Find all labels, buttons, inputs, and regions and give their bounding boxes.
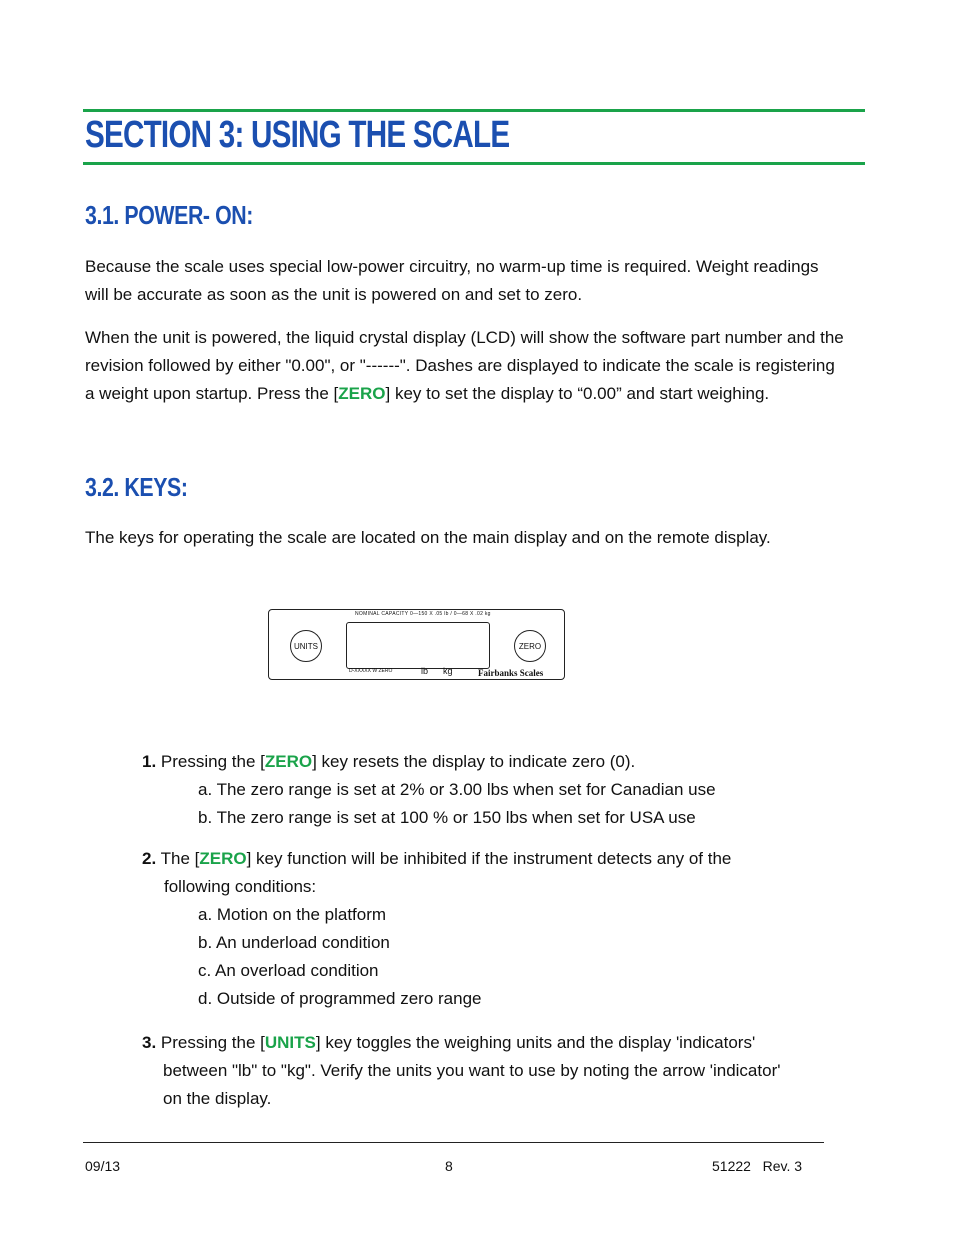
units-key: UNITS [290,630,322,662]
list-item-3-cont-2: on the display. [163,1089,272,1108]
section-title: SECTION 3: USING THE SCALE [85,114,510,156]
list-item-2b: b. An underload condition [198,933,390,952]
units-key-ref: UNITS [264,1033,316,1052]
footer-date: 09/13 [85,1158,121,1174]
keys-intro: The keys for operating the scale are located on the main display and on the remote display. [85,528,771,547]
keys-heading: 3.2. KEYS: [85,472,188,502]
power-on-heading: 3.1. POWER- ON: [85,200,253,230]
list-item-3: 3. Pressing the [UNITS] key toggles the weighing units and the display 'indicators' [142,1033,756,1052]
serial-label: D-XXXXX W ZERO [349,668,393,674]
list-item-3-cont-1: between "lb" to "kg". Verify the units you want to use by noting the arrow 'indicator' [163,1061,781,1080]
list-item-1b: b. The zero range is set at 100 % or 150 lbs when set for USA use [198,808,696,827]
kg-indicator: kg [443,666,453,676]
title-rule-bottom [83,162,865,165]
list-item-2a: a. Motion on the platform [198,905,387,924]
capacity-label: NOMINAL CAPACITY 0—150 X .05 lb / 0—68 X .02 kg [355,611,491,617]
footer-doc-number: 51222 Rev. 3 [712,1158,803,1174]
power-on-paragraph-1: Because the scale uses special low-power circuitry, no warm-up time is required. Weight readings will be accurate as soon as the unit is powered on and set to zero. [85,257,819,304]
zero-key: ZERO [514,630,546,662]
zero-key-ref: ZERO [264,752,313,771]
title-rule-top [83,109,865,112]
list-item-2d: d. Outside of programmed zero range [198,989,482,1008]
footer-rule [83,1142,824,1143]
zero-key-ref: ZERO [199,849,247,868]
power-on-paragraph-2: When the unit is powered, the liquid crystal display (LCD) will show the software part number and the revision followed by either "0.00", or "------". Dashes are displayed to indicate the scale is registering a weight upon startup. Press the [ZERO] key to set the display to “0.00” and start weighing. [85,328,844,403]
lb-indicator: lb [421,666,429,676]
footer-page-number: 8 [445,1158,453,1174]
list-item-1: 1. Pressing the [ZERO] key resets the display to indicate zero (0). [142,752,636,771]
display-panel-diagram [268,609,565,680]
brand-label: Fairbanks Scales [478,668,544,678]
list-item-2-cont: following conditions: [164,877,317,896]
lcd-window [346,622,490,669]
list-item-1a: a. The zero range is set at 2% or 3.00 lbs when set for Canadian use [198,780,716,799]
list-item-2: 2. The [ZERO] key function will be inhibited if the instrument detects any of the [142,849,732,868]
list-item-2c: c. An overload condition [198,961,379,980]
zero-key-ref: ZERO [338,384,386,403]
